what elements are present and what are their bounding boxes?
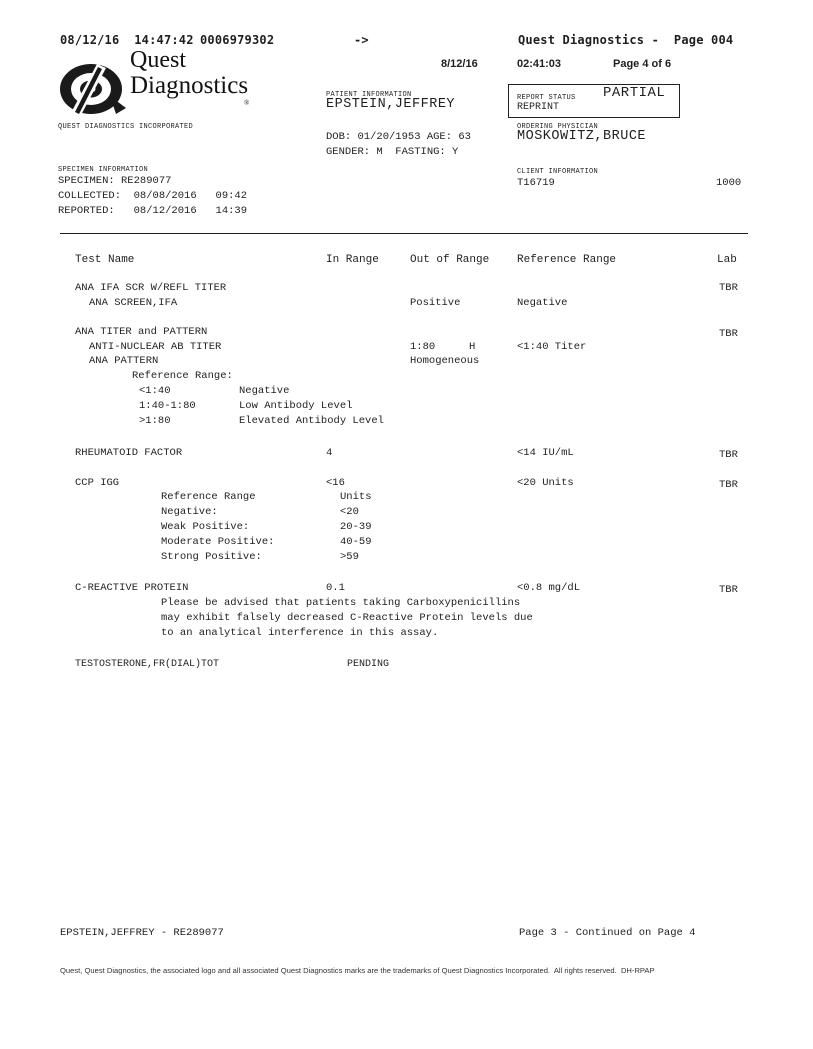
col-test-name: Test Name bbox=[75, 254, 135, 266]
fax-datetime: 08/12/16 14:47:42 bbox=[60, 33, 194, 47]
reference-range-value: <1:40 Titer bbox=[517, 341, 587, 353]
client-id: T16719 bbox=[517, 177, 555, 189]
advisory-note-line: Please be advised that patients taking Carboxypenicillins bbox=[161, 597, 521, 609]
test-name: ANA IFA SCR W/REFL TITER bbox=[75, 282, 227, 294]
lab-code: TBR bbox=[719, 479, 738, 491]
specimen-info-label: SPECIMEN INFORMATION bbox=[58, 166, 149, 174]
reference-range-value: <20 Units bbox=[517, 477, 574, 489]
sub-test-name: ANTI-NUCLEAR AB TITER bbox=[89, 341, 222, 353]
patient-name: EPSTEIN,JEFFREY bbox=[326, 97, 456, 112]
in-range-value: 0.1 bbox=[326, 582, 345, 594]
in-range-value: 4 bbox=[326, 447, 333, 459]
ref-table-label: Strong Positive: bbox=[161, 551, 262, 563]
advisory-note-line: to an analytical interference in this assay. bbox=[161, 627, 439, 639]
col-in-range: In Range bbox=[326, 254, 379, 266]
logo-word-quest: Quest bbox=[130, 47, 186, 73]
out-of-range-value: Homogeneous bbox=[410, 355, 480, 367]
ref-table-label: Moderate Positive: bbox=[161, 536, 275, 548]
sub-test-name: ANA PATTERN bbox=[89, 355, 159, 367]
trademark-notice: Quest, Quest Diagnostics, the associated logo and all associated Quest Diagnostics marks are the trademarks of Quest Diagnostics Incorporated. All rights reserved. DH-RPAP bbox=[60, 966, 655, 975]
report-status-value: PARTIAL bbox=[603, 85, 666, 101]
reference-range-heading: Reference Range: bbox=[132, 370, 233, 382]
ordering-physician-label: ORDERING PHYSICIAN bbox=[517, 123, 599, 131]
fax-number: 0006979302 bbox=[200, 33, 275, 47]
in-range-value: <16 bbox=[326, 477, 345, 489]
logo-word-diagnostics: Diagnostics bbox=[130, 72, 249, 99]
lab-code: TBR bbox=[719, 282, 738, 294]
ref-table-value: Units bbox=[340, 491, 372, 503]
high-flag: H bbox=[469, 341, 476, 353]
col-out-of-range: Out of Range bbox=[410, 254, 490, 266]
reprint-label: REPRINT bbox=[517, 102, 560, 113]
ref-meaning: Negative bbox=[239, 385, 290, 397]
ref-range: 1:40-1:80 bbox=[139, 400, 196, 412]
fax-destination: Quest Diagnostics - Page 004 bbox=[518, 33, 734, 47]
registered-mark: ® bbox=[244, 99, 250, 107]
fax-date: 8/12/16 bbox=[441, 58, 478, 70]
advisory-note-line: may exhibit falsely decreased C-Reactive Protein levels due bbox=[161, 612, 533, 624]
ref-table-value: <20 bbox=[340, 506, 359, 518]
client-info-label: CLIENT INFORMATION bbox=[517, 168, 599, 176]
ref-table-label: Reference Range bbox=[161, 491, 256, 503]
footer-patient-specimen: EPSTEIN,JEFFREY - RE289077 bbox=[60, 927, 224, 939]
quest-logo-icon bbox=[54, 56, 128, 118]
reference-range-value: Negative bbox=[517, 297, 568, 309]
lab-code: TBR bbox=[719, 584, 738, 596]
ref-table-label: Weak Positive: bbox=[161, 521, 250, 533]
reference-range-value: <0.8 mg/dL bbox=[517, 582, 581, 594]
pending-status: PENDING bbox=[347, 659, 390, 670]
col-reference-range: Reference Range bbox=[517, 254, 617, 266]
test-name: ANA TITER and PATTERN bbox=[75, 326, 208, 338]
ref-table-value: 20-39 bbox=[340, 521, 372, 533]
col-lab: Lab bbox=[717, 254, 737, 266]
specimen-id: SPECIMEN: RE289077 bbox=[58, 175, 172, 187]
test-name: CCP IGG bbox=[75, 477, 120, 489]
reference-range-value: <14 IU/mL bbox=[517, 447, 574, 459]
ref-range: >1:80 bbox=[139, 415, 171, 427]
header-divider bbox=[60, 233, 748, 234]
ref-table-value: >59 bbox=[340, 551, 359, 563]
lab-code: TBR bbox=[719, 328, 738, 340]
fax-time: 02:41:03 bbox=[517, 58, 562, 70]
ref-range: <1:40 bbox=[139, 385, 171, 397]
reported-date: REPORTED: 08/12/2016 14:39 bbox=[58, 205, 248, 217]
sub-test-name: ANA SCREEN,IFA bbox=[89, 297, 178, 309]
ref-meaning: Low Antibody Level bbox=[239, 400, 353, 412]
patient-dob-age: DOB: 01/20/1953 AGE: 63 bbox=[326, 131, 471, 143]
out-of-range-value: Positive bbox=[410, 297, 461, 309]
lab-code: TBR bbox=[719, 449, 738, 461]
patient-info-label: PATIENT INFORMATION bbox=[326, 91, 412, 99]
ordering-physician-name: MOSKOWITZ,BRUCE bbox=[517, 129, 647, 144]
company-name: QUEST DIAGNOSTICS INCORPORATED bbox=[58, 123, 194, 131]
report-status-label: REPORT STATUS bbox=[517, 94, 576, 102]
test-name: TESTOSTERONE,FR(DIAL)TOT bbox=[75, 659, 220, 670]
ref-meaning: Elevated Antibody Level bbox=[239, 415, 384, 427]
ref-table-value: 40-59 bbox=[340, 536, 372, 548]
out-of-range-value: 1:80 bbox=[410, 341, 436, 353]
patient-gender-fasting: GENDER: M FASTING: Y bbox=[326, 146, 459, 158]
test-name: C-REACTIVE PROTEIN bbox=[75, 582, 189, 594]
fax-arrow: -> bbox=[354, 33, 369, 47]
collected-date: COLLECTED: 08/08/2016 09:42 bbox=[58, 190, 248, 202]
footer-page-note: Page 3 - Continued on Page 4 bbox=[519, 927, 696, 939]
client-code: 1000 bbox=[716, 177, 742, 189]
ref-table-label: Negative: bbox=[161, 506, 218, 518]
test-name: RHEUMATOID FACTOR bbox=[75, 447, 183, 459]
fax-page: Page 4 of 6 bbox=[613, 58, 672, 70]
